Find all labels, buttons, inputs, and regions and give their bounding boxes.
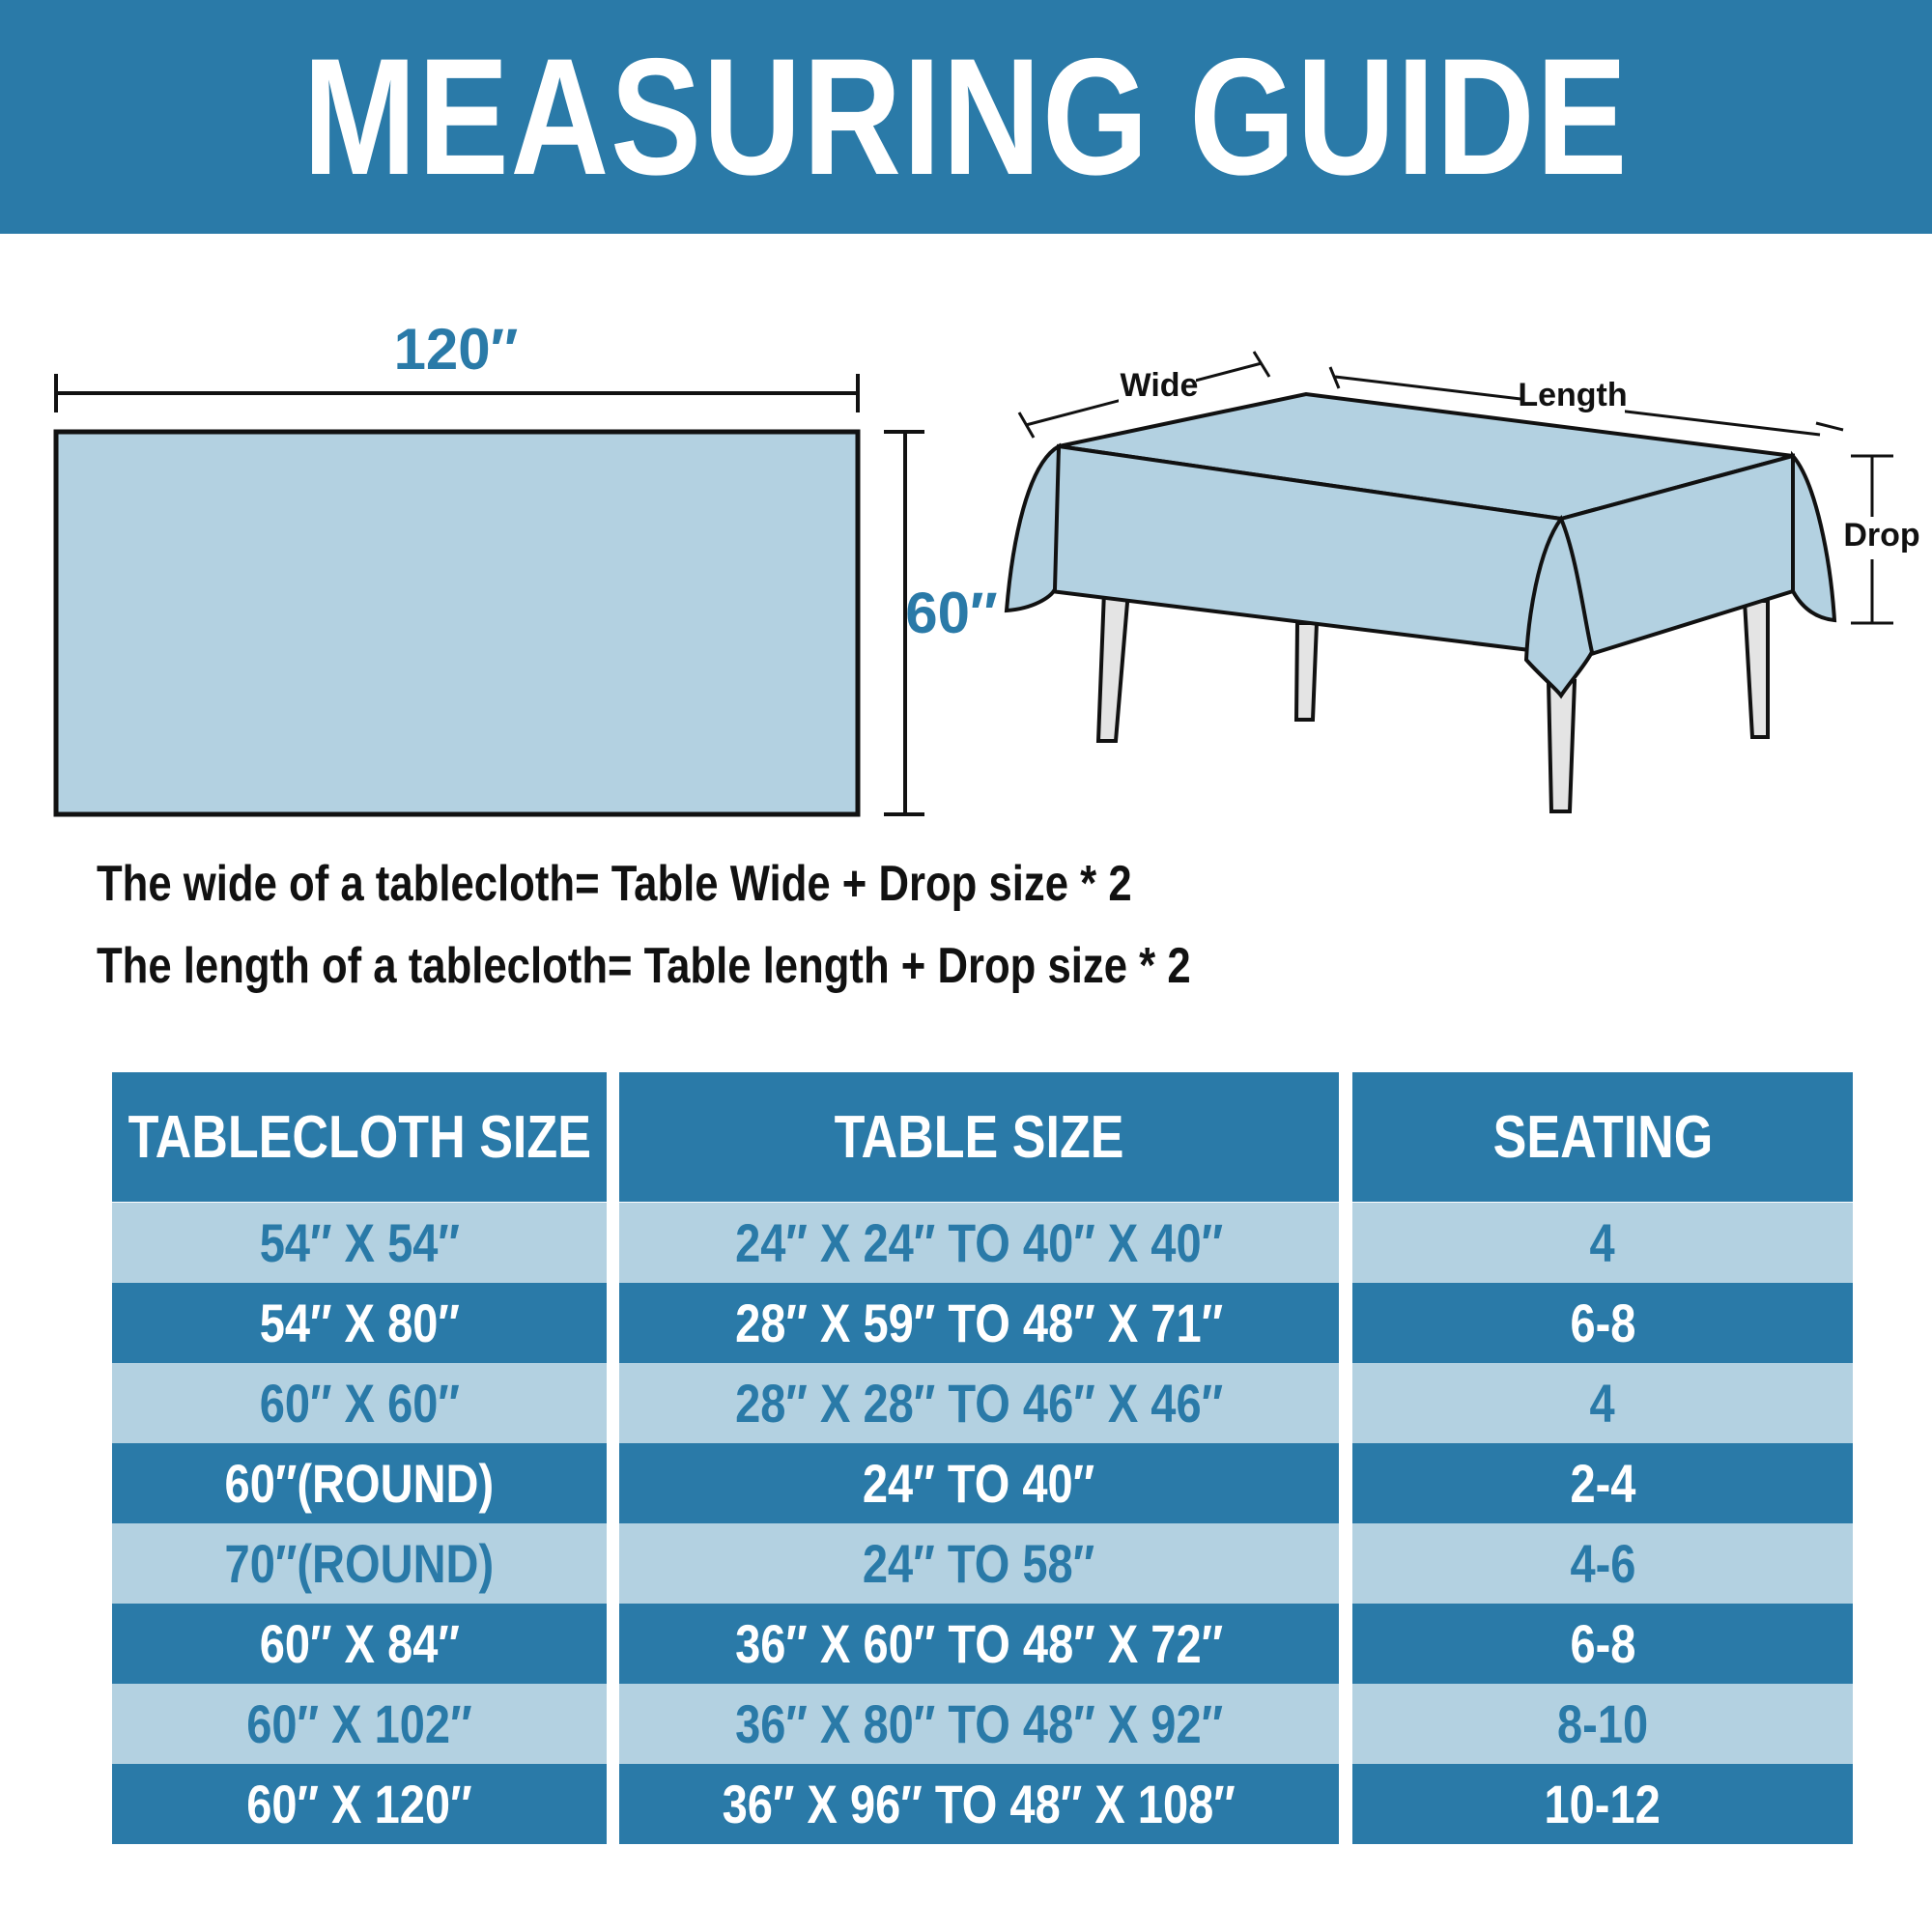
cell-seating: 6-8 <box>1352 1283 1853 1363</box>
cell-tablecloth-size: 70″(ROUND) <box>112 1523 607 1604</box>
cell-table-size: 24″ X 24″ TO 40″ X 40″ <box>619 1203 1339 1283</box>
flat-tablecloth-diagram <box>56 317 998 814</box>
table-with-cloth-diagram <box>1007 352 1920 811</box>
cell-table-size: 36″ X 80″ TO 48″ X 92″ <box>619 1684 1339 1764</box>
wide-formula: The wide of a tablecloth= Table Wide + Drop size * 2 <box>97 856 1132 912</box>
cell-table-size: 24″ TO 58″ <box>619 1523 1339 1604</box>
cloth-corner-drape <box>1793 456 1834 620</box>
cell-seating: 2-4 <box>1352 1443 1853 1523</box>
cell-seating: 4 <box>1352 1203 1853 1283</box>
width-label: 120″ <box>393 317 519 382</box>
cell-table-size: 24″ TO 40″ <box>619 1443 1339 1523</box>
table-leg <box>1548 681 1575 811</box>
height-label: 60″ <box>905 581 998 645</box>
cell-table-size: 36″ X 96″ TO 48″ X 108″ <box>619 1764 1339 1844</box>
page-title: MEASURING GUIDE <box>302 24 1630 210</box>
table-leg <box>1296 623 1317 720</box>
cell-seating: 4 <box>1352 1363 1853 1443</box>
cell-tablecloth-size: 54″ X 54″ <box>112 1203 607 1283</box>
cell-table-size: 28″ X 59″ TO 48″ X 71″ <box>619 1283 1339 1363</box>
header-table-size: TABLE SIZE <box>619 1072 1339 1202</box>
cell-tablecloth-size: 60″(ROUND) <box>112 1443 607 1523</box>
title-banner <box>0 0 1932 234</box>
cell-tablecloth-size: 60″ X 102″ <box>112 1684 607 1764</box>
cell-tablecloth-size: 60″ X 84″ <box>112 1604 607 1684</box>
cell-tablecloth-size: 60″ X 120″ <box>112 1764 607 1844</box>
cell-tablecloth-size: 60″ X 60″ <box>112 1363 607 1443</box>
cell-tablecloth-size: 54″ X 80″ <box>112 1283 607 1363</box>
header-seating: SEATING <box>1352 1072 1853 1202</box>
length-formula: The length of a tablecloth= Table length + Drop size * 2 <box>97 938 1191 994</box>
wide-label: Wide <box>1120 367 1199 404</box>
length-label: Length <box>1518 377 1628 413</box>
header-tablecloth-size: TABLECLOTH SIZE <box>112 1072 607 1202</box>
cell-seating: 8-10 <box>1352 1684 1853 1764</box>
cell-seating: 4-6 <box>1352 1523 1853 1604</box>
drop-label: Drop <box>1843 517 1920 554</box>
table-leg <box>1745 601 1768 737</box>
cell-table-size: 28″ X 28″ TO 46″ X 46″ <box>619 1363 1339 1443</box>
cell-table-size: 36″ X 60″ TO 48″ X 72″ <box>619 1604 1339 1684</box>
cloth-corner-drape <box>1007 446 1059 611</box>
table-leg <box>1098 591 1128 741</box>
cell-seating: 10-12 <box>1352 1764 1853 1844</box>
tablecloth-rectangle <box>56 432 858 814</box>
cell-seating: 6-8 <box>1352 1604 1853 1684</box>
